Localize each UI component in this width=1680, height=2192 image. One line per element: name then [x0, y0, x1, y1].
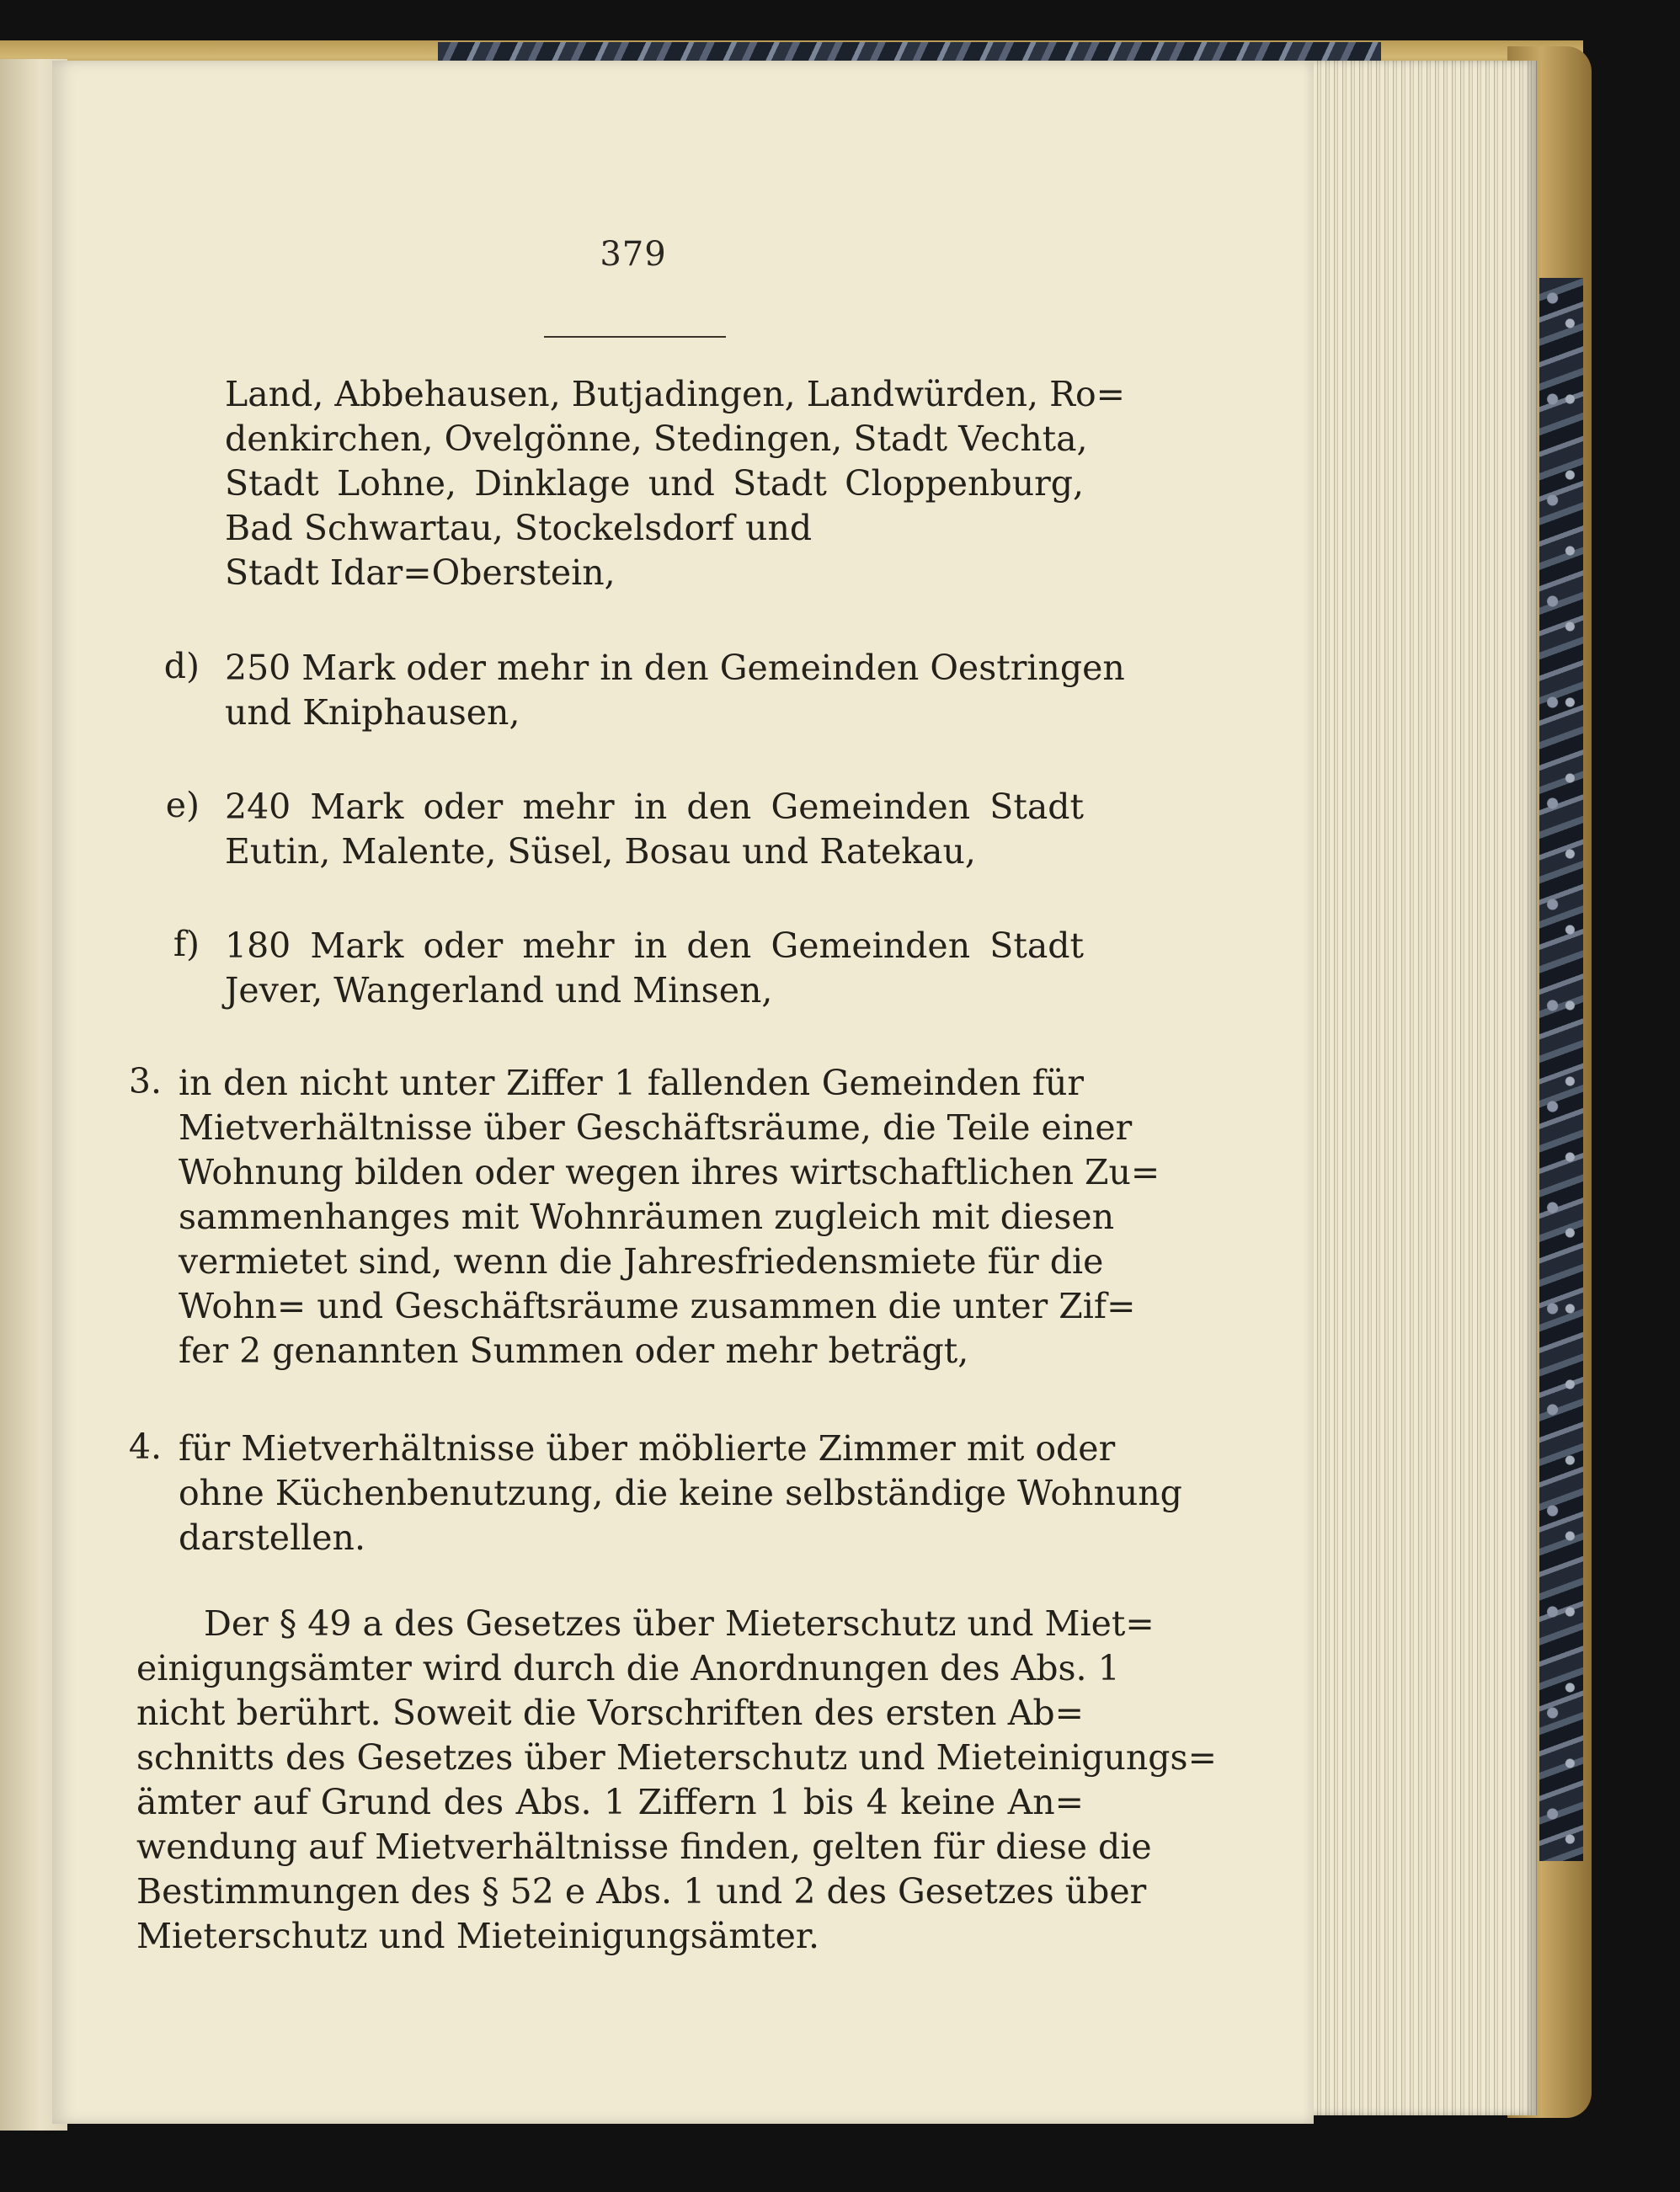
text-line: Eutin, Malente, Süsel, Bosau und Ratekau,: [225, 831, 976, 872]
text-line: fer 2 genannten Summen oder mehr beträgt,: [179, 1331, 969, 1371]
text-line: und Kniphausen,: [225, 692, 520, 733]
text-line: Bestimmungen des § 52 e Abs. 1 und 2 des Gesetzes über: [136, 1871, 1147, 1912]
body-paragraph: [136, 1602, 1217, 1959]
text-line: vermietet sind, wenn die Jahresfriedensmiete für die: [179, 1241, 1104, 1282]
list-item-d: [163, 646, 1125, 735]
text-line: Land, Abbehausen, Butjadingen, Landwürden, Ro=: [225, 374, 1126, 414]
text-line: denkirchen, Ovelgönne, Stedingen, Stadt Vechta,: [225, 419, 1088, 459]
text-line: Wohnung bilden oder wegen ihres wirtschaftlichen Zu=: [179, 1152, 1160, 1192]
text-line: 250 Mark oder mehr in den Gemeinden Oestringen: [225, 648, 1125, 688]
list-marker: 3.: [128, 1061, 162, 1101]
list-marker: d): [163, 646, 200, 686]
page-number-rule: [544, 336, 726, 338]
text-line: darstellen.: [179, 1517, 365, 1558]
text-line: ohne Küchenbenutzung, die keine selbständige Wohnung: [179, 1473, 1182, 1513]
list-item-e: [165, 785, 1084, 874]
list-continuation: [225, 372, 1126, 595]
book-cover-right-marble: [1539, 278, 1583, 1861]
text-line: Stadt Idar=Oberstein,: [225, 552, 616, 593]
text-line: Mietverhältnisse über Geschäftsräume, die Teile einer: [179, 1107, 1133, 1148]
text-line: Der § 49 a des Gesetzes über Mieterschutz und Miet=: [204, 1603, 1155, 1644]
list-marker: 4.: [128, 1427, 162, 1467]
text-line: in den nicht unter Ziffer 1 fallenden Gemeinden für: [179, 1063, 1084, 1103]
text-line: schnitts des Gesetzes über Mieterschutz und Mieteinigungs=: [136, 1737, 1217, 1778]
page-number: 379: [600, 235, 667, 274]
text-line: wendung auf Mietverhältnisse finden, gelten für diese die: [136, 1827, 1152, 1867]
text-line: Mieterschutz und Mieteinigungsämter.: [136, 1916, 819, 1956]
text-line: Stadt Lohne, Dinklage und Stadt Cloppenburg,: [225, 463, 1084, 504]
list-marker: e): [165, 785, 200, 825]
text-line: nicht berührt. Soweit die Vorschriften des ersten Ab=: [136, 1693, 1084, 1733]
text-line: sammenhanges mit Wohnräumen zugleich mit diesen: [179, 1197, 1115, 1237]
book-page: [52, 61, 1314, 2124]
list-item-3: [128, 1061, 1160, 1373]
list-item-4: [128, 1427, 1182, 1560]
page-stack-edges: [1301, 61, 1537, 2115]
text-line: einigungsämter wird durch die Anordnungen des Abs. 1: [136, 1648, 1120, 1688]
text-line: Wohn= und Geschäftsräume zusammen die unter Zif=: [179, 1286, 1136, 1326]
list-item-f: [173, 924, 1084, 1013]
text-line: 180 Mark oder mehr in den Gemeinden Stadt: [225, 925, 1084, 966]
text-line: für Mietverhältnisse über möblierte Zimmer mit oder: [179, 1428, 1116, 1469]
text-line: Jever, Wangerland und Minsen,: [225, 970, 773, 1011]
text-line: Bad Schwartau, Stockelsdorf und: [225, 508, 813, 548]
text-line: 240 Mark oder mehr in den Gemeinden Stadt: [225, 787, 1084, 827]
text-line: ämter auf Grund des Abs. 1 Ziffern 1 bis 4 keine An=: [136, 1782, 1084, 1822]
list-marker: f): [173, 924, 200, 964]
